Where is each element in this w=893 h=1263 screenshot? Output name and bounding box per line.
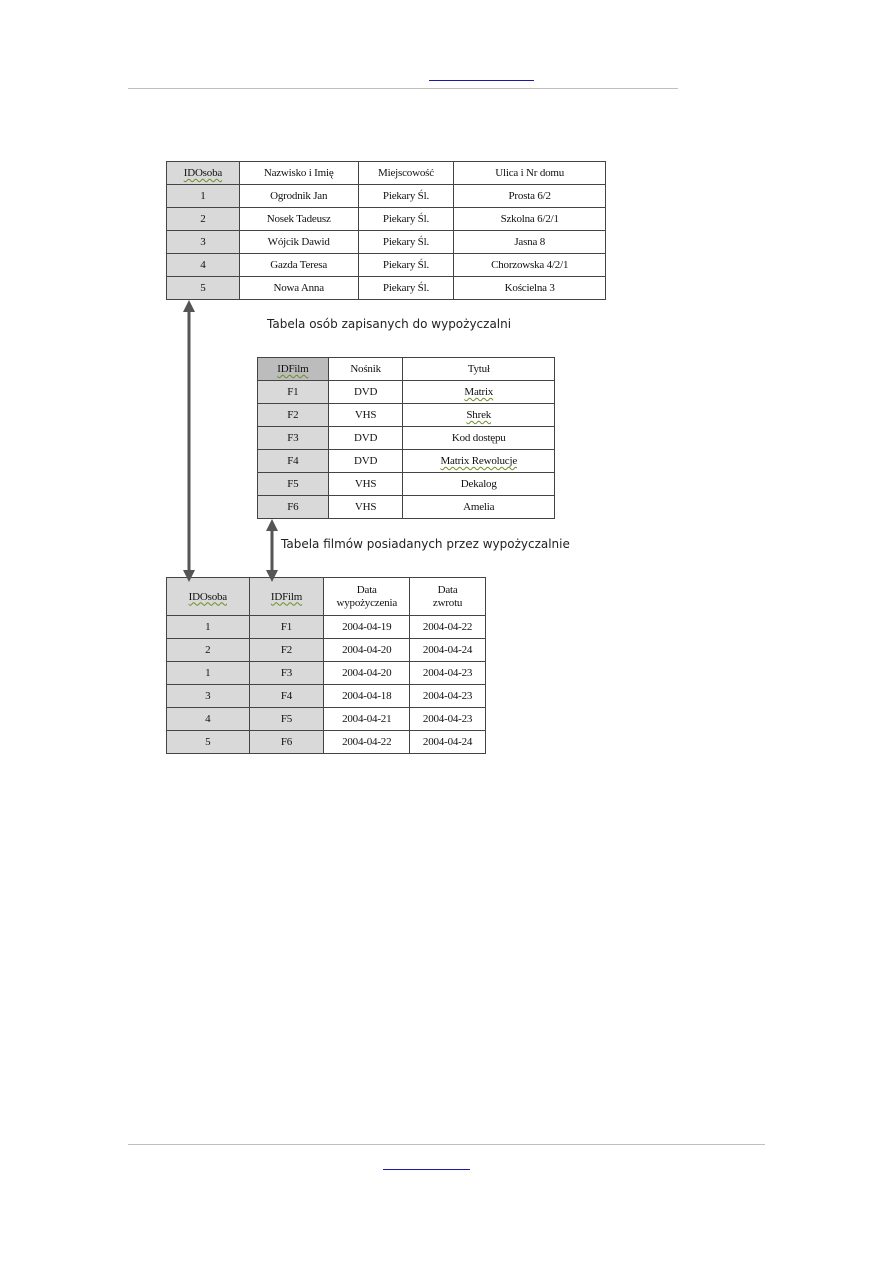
table-cell: 2004-04-20 <box>324 662 410 685</box>
persons-table-caption: Tabela osób zapisanych do wypożyczalni <box>267 317 512 331</box>
table-cell: Kościelna 3 <box>454 277 606 300</box>
table-cell: 2004-04-23 <box>410 662 486 685</box>
table-cell: Piekary Śl. <box>358 277 454 300</box>
table-cell: Prosta 6/2 <box>454 185 606 208</box>
column-header: IDOsoba <box>167 162 240 185</box>
table-cell: Chorzowska 4/2/1 <box>454 254 606 277</box>
table-cell: VHS <box>328 404 403 427</box>
table-cell: 2004-04-20 <box>324 639 410 662</box>
table-cell: 1 <box>167 185 240 208</box>
column-header: Nazwisko i Imię <box>239 162 358 185</box>
table-cell: Jasna 8 <box>454 231 606 254</box>
table-cell: 3 <box>167 685 250 708</box>
table-cell: Piekary Śl. <box>358 185 454 208</box>
table-cell: Dekalog <box>403 473 555 496</box>
table-cell: F3 <box>249 662 324 685</box>
table-cell: Kod dostępu <box>403 427 555 450</box>
table-cell: F2 <box>249 639 324 662</box>
table-cell: F4 <box>258 450 329 473</box>
column-header: IDOsoba <box>167 578 250 616</box>
table-cell: Nosek Tadeusz <box>239 208 358 231</box>
table-cell: Amelia <box>403 496 555 519</box>
table-cell: F5 <box>258 473 329 496</box>
table-cell: 2004-04-24 <box>410 639 486 662</box>
table-cell: 2004-04-22 <box>410 616 486 639</box>
table-cell: F1 <box>258 381 329 404</box>
column-header: IDFilm <box>258 358 329 381</box>
table-cell: Nowa Anna <box>239 277 358 300</box>
table-cell: 2004-04-24 <box>410 731 486 754</box>
table-cell: F6 <box>249 731 324 754</box>
table-cell: 4 <box>167 254 240 277</box>
header-line: zwrotu <box>432 596 463 609</box>
header-line: Data <box>356 583 377 596</box>
table-cell: 2 <box>167 208 240 231</box>
table-cell: 2004-04-22 <box>324 731 410 754</box>
table-cell: 1 <box>167 662 250 685</box>
table-cell: 2004-04-21 <box>324 708 410 731</box>
table-cell: DVD <box>328 450 403 473</box>
table-cell: VHS <box>328 496 403 519</box>
films-table-caption: Tabela filmów posiadanych przez wypożyczalnie <box>281 537 570 551</box>
table-cell: 2004-04-19 <box>324 616 410 639</box>
table-cell: DVD <box>328 427 403 450</box>
table-cell: Matrix Rewolucje <box>403 450 555 473</box>
footer-rule <box>128 1144 765 1145</box>
column-header: IDFilm <box>249 578 324 616</box>
table-cell: DVD <box>328 381 403 404</box>
column-header: Nośnik <box>328 358 403 381</box>
table-cell: F2 <box>258 404 329 427</box>
table-cell: Piekary Śl. <box>358 231 454 254</box>
table-cell: F1 <box>249 616 324 639</box>
table-cell: 2004-04-23 <box>410 685 486 708</box>
table-cell: 2004-04-23 <box>410 708 486 731</box>
table-cell: F3 <box>258 427 329 450</box>
table-cell: F4 <box>249 685 324 708</box>
table-cell: Matrix <box>403 381 555 404</box>
footer-link[interactable] <box>383 1169 470 1170</box>
header-line: Data <box>437 583 458 596</box>
table-cell: Gazda Teresa <box>239 254 358 277</box>
table-cell: Piekary Śl. <box>358 208 454 231</box>
table-cell: 1 <box>167 616 250 639</box>
column-header: Miejscowość <box>358 162 454 185</box>
table-cell: Piekary Śl. <box>358 254 454 277</box>
table-cell: F5 <box>249 708 324 731</box>
table-cell: Ogrodnik Jan <box>239 185 358 208</box>
column-header: Ulica i Nr domu <box>454 162 606 185</box>
header-line: wypożyczenia <box>336 596 397 609</box>
table-cell: Shrek <box>403 404 555 427</box>
table-cell: 4 <box>167 708 250 731</box>
table-cell: VHS <box>328 473 403 496</box>
column-header: Tytuł <box>403 358 555 381</box>
table-cell: 5 <box>167 731 250 754</box>
table-cell: Szkolna 6/2/1 <box>454 208 606 231</box>
table-cell: 3 <box>167 231 240 254</box>
table-cell: Wójcik Dawid <box>239 231 358 254</box>
table-cell: 5 <box>167 277 240 300</box>
table-cell: F6 <box>258 496 329 519</box>
table-cell: 2004-04-18 <box>324 685 410 708</box>
table-cell: 2 <box>167 639 250 662</box>
